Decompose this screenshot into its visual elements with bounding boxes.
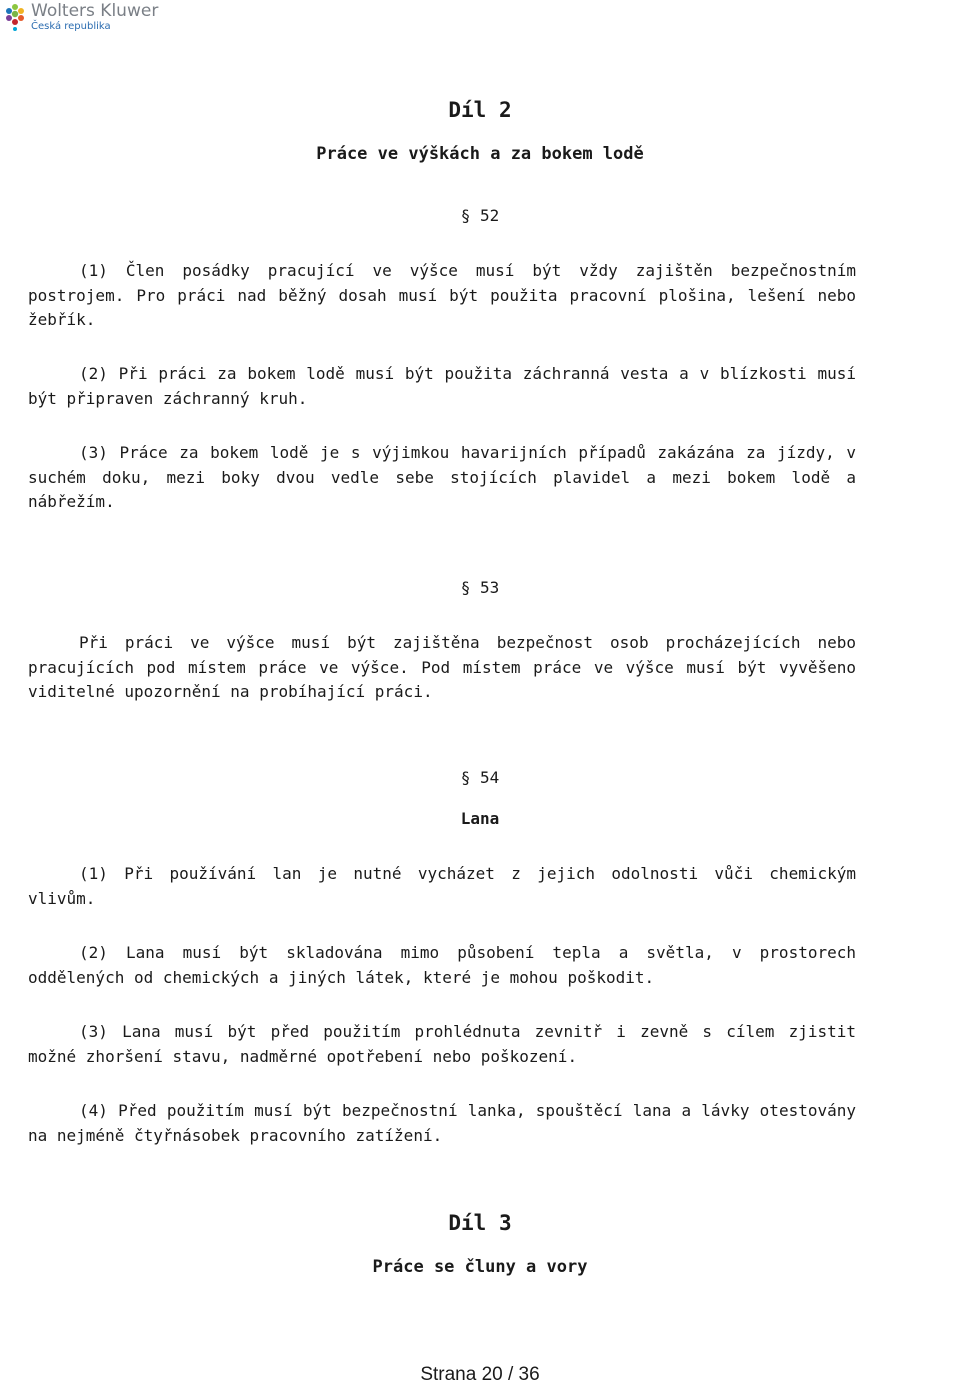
logo-subtitle: Česká republika (31, 20, 111, 32)
section-52-paragraph-3: (3) Práce za bokem lodě je s výjimkou havarijních případů zakázána za jízdy, v suchém doku, mezi boky dvou vedle sebe stojících plavidel a mezi bokem lodě a nábřežím. (28, 443, 856, 511)
part-2-title: Práce ve výškách a za bokem lodě (316, 144, 644, 164)
section-54-paragraph-2: (2) Lana musí být skladována mimo působení tepla a světla, v prostorech oddělených od chemických a jiných látek, které je mohou poškodit. (28, 943, 856, 987)
section-52-paragraph-1: (1) Člen posádky pracující ve výšce musí být vždy zajištěn bezpečnostním postrojem. Pro práci nad běžný dosah musí být použita pracovní plošina, lešení nebo žebřík. (28, 261, 856, 329)
wolters-kluwer-logo-icon (3, 2, 27, 32)
logo-name: Wolters Kluwer (31, 0, 159, 21)
section-52-label: § 52 (460, 206, 500, 225)
section-54-title: Lana (460, 809, 500, 828)
page-number: Strana 20 / 36 (420, 1364, 540, 1385)
section-54-paragraph-3: (3) Lana musí být před použitím prohlédnuta zevnitř i zevně s cílem zjistit možné zhoršení stavu, nadměrné opotřebení nebo poškození. (28, 1022, 856, 1066)
section-54-paragraph-1: (1) Při používání lan je nutné vycházet z jejich odolnosti vůči chemickým vlivům. (28, 864, 856, 908)
section-52-paragraph-2: (2) Při práci za bokem lodě musí být použita záchranná vesta a v blízkosti musí být připraven záchranný kruh. (28, 364, 856, 408)
section-53-paragraph-1: Při práci ve výšce musí být zajištěna bezpečnost osob procházejících nebo pracujících pod místem práce ve výšce. Pod místem práce ve výšce musí být vyvěšeno viditelné upozornění na probíhající práci. (28, 633, 856, 701)
section-53-label: § 53 (460, 578, 500, 597)
section-54-paragraph-4: (4) Před použitím musí být bezpečnostní lanka, spouštěcí lana a lávky otestovány na nejméně čtyřnásobek pracovního zatížení. (28, 1101, 856, 1145)
publisher-logo (3, 2, 158, 32)
part-3-title: Práce se čluny a vory (372, 1257, 588, 1277)
section-54-label: § 54 (460, 768, 500, 787)
part-2-heading: Díl 2 (448, 98, 512, 122)
part-3-heading: Díl 3 (448, 1211, 512, 1235)
